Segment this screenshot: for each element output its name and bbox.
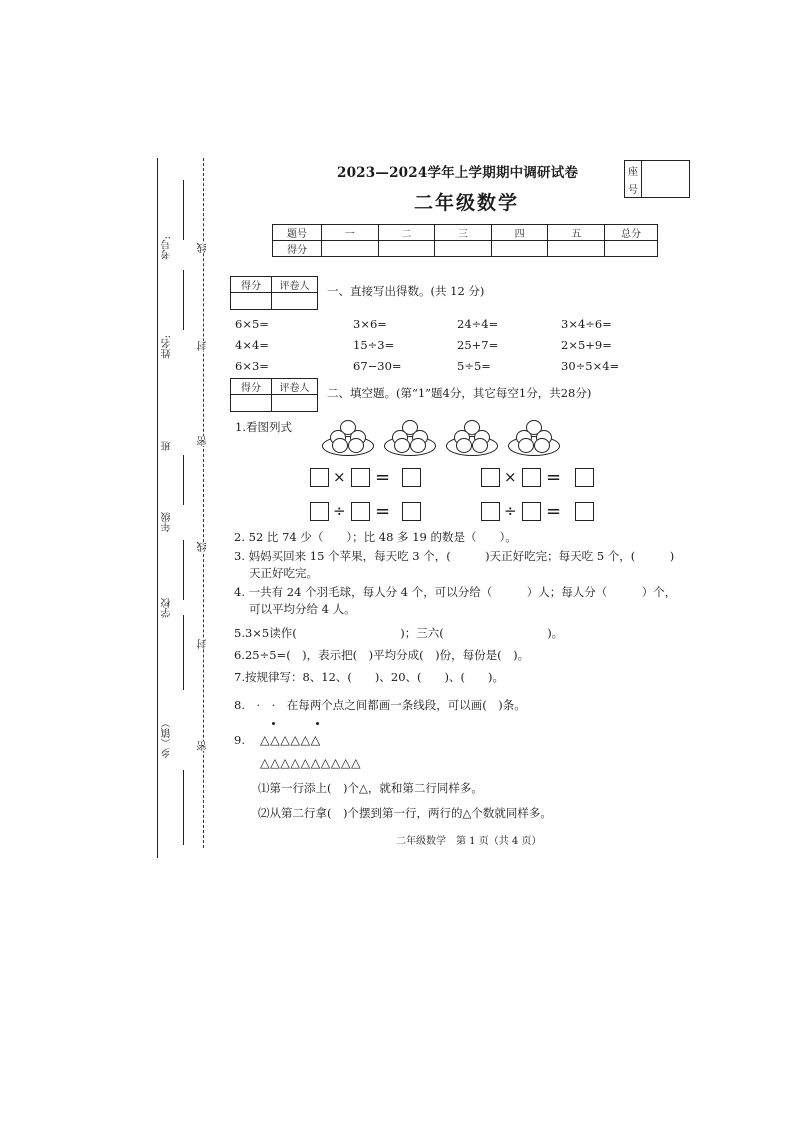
grader-name-label: 评卷人 <box>272 277 318 293</box>
grader-box-2 <box>230 378 318 412</box>
score-header-1: 一 <box>322 225 379 241</box>
answer-box[interactable] <box>522 502 541 521</box>
exam-title: 2023—2024学年上学期期中调研试卷 <box>337 165 579 181</box>
binding-outer-line <box>157 158 158 858</box>
q8-dot <box>316 722 319 725</box>
answer-box[interactable] <box>351 502 370 521</box>
calc-item: 2×5+9= <box>561 338 612 352</box>
nianji-label: 年级 <box>162 512 173 532</box>
score-header-2: 二 <box>378 225 435 241</box>
q4-text-line2: 可以平均分给 4 人。 <box>249 602 356 616</box>
equals-sign: = <box>546 467 562 488</box>
q9-label: 9. <box>234 733 245 747</box>
score-cell-3[interactable] <box>435 241 492 257</box>
q9-triangles-row2: △△△△△△△△△△ <box>260 755 362 770</box>
seal-mark-mi-2: 密 <box>198 741 209 751</box>
apple-icon <box>410 438 426 453</box>
exam-subject: 二年级数学 <box>414 192 520 214</box>
calc-item: 15÷3= <box>353 338 395 352</box>
grader-name-cell[interactable] <box>272 395 318 412</box>
apple-icon <box>332 438 348 453</box>
xuexiao-fill-line <box>183 615 184 690</box>
answer-box[interactable] <box>310 502 329 521</box>
apple-plates-picture <box>322 418 582 458</box>
answer-box[interactable] <box>575 468 594 487</box>
q7-text: 7.按规律写：8、12、( )、20、( )、( )。 <box>234 670 504 684</box>
q9-sub1: ⑴第一行添上( )个△，就和第二行同样多。 <box>258 781 483 795</box>
q3-text-line2: 天正好吃完。 <box>249 566 318 580</box>
q9-triangles-row1: △△△△△△ <box>260 732 321 747</box>
score-summary-table <box>272 224 658 257</box>
seal-mark-xian: 线 <box>198 243 209 253</box>
calc-item: 6×5= <box>235 317 269 331</box>
q9-sub2: ⑵从第二行拿( )个摆到第一行，两行的△个数就同样多。 <box>258 806 552 820</box>
calc-item: 6×3= <box>235 359 269 373</box>
q4-text-line1: 4. 一共有 24 个羽毛球，每人分 4 个，可以分给（ ）人；每人分（ ）个， <box>234 585 677 599</box>
kaohao-fill-line <box>183 180 184 240</box>
answer-box[interactable] <box>351 468 370 487</box>
q6-text: 6.25÷5=( )，表示把( )平均分成( )份，每份是( )。 <box>234 648 530 662</box>
grader-score-label: 得分 <box>231 277 272 293</box>
answer-box[interactable] <box>575 502 594 521</box>
grader-score-cell[interactable] <box>231 293 272 310</box>
seal-mark-feng-2: 封 <box>198 639 209 649</box>
seal-mark-feng: 封 <box>198 341 209 351</box>
multiply-sign: × <box>333 468 346 486</box>
score-cell-2[interactable] <box>378 241 435 257</box>
apple-icon <box>348 438 364 453</box>
score-header-tihao: 题号 <box>273 225 322 241</box>
multiply-sign: × <box>504 468 517 486</box>
seat-number-box[interactable] <box>624 160 690 198</box>
q3-text-line1: 3. 妈妈买回来 15 个苹果，每天吃 3 个，( )天正好吃完；每天吃 5 个，( ) <box>234 549 675 563</box>
apple-icon <box>518 438 534 453</box>
score-cell-total[interactable] <box>605 241 658 257</box>
q2-text: 2. 52 比 74 少（ ）；比 48 多 19 的数是（ ）。 <box>234 530 517 544</box>
ban-fill-line <box>183 455 184 505</box>
xingming-fill-line <box>183 270 184 330</box>
calc-item: 67−30= <box>353 359 402 373</box>
apple-icon <box>456 438 472 453</box>
section2-heading: 二、填空题。(第“1”题4分，其它每空1分，共28分) <box>327 386 592 400</box>
answer-box[interactable] <box>481 502 500 521</box>
answer-box[interactable] <box>481 468 500 487</box>
calc-item: 5÷5= <box>457 359 491 373</box>
answer-box[interactable] <box>310 468 329 487</box>
score-cell-4[interactable] <box>491 241 548 257</box>
answer-box[interactable] <box>402 468 421 487</box>
divide-sign: ÷ <box>504 502 517 520</box>
grader-name-label: 评卷人 <box>272 379 318 395</box>
score-header-4: 四 <box>491 225 548 241</box>
grader-score-label: 得分 <box>231 379 272 395</box>
seat-number-label: 座 号 <box>625 161 642 197</box>
apple-icon <box>394 438 410 453</box>
equals-sign: = <box>375 501 391 522</box>
answer-box[interactable] <box>402 502 421 521</box>
kaohao-label: 考号: <box>162 236 173 260</box>
equals-sign: = <box>375 467 391 488</box>
score-cell-1[interactable] <box>322 241 379 257</box>
apple-icon <box>534 438 550 453</box>
q8-text: 8. · · 在每两个点之间都画一条线段，可以画( )条。 <box>234 698 526 712</box>
seal-mark-xian-2: 线 <box>198 542 209 552</box>
calc-item: 3×4÷6= <box>561 317 612 331</box>
xiang-label: 乡（镇） <box>162 718 173 758</box>
divide-sign: ÷ <box>333 502 346 520</box>
score-header-5: 五 <box>548 225 605 241</box>
score-header-3: 三 <box>435 225 492 241</box>
xuexiao-label: 学校 <box>162 598 173 618</box>
grader-box-1 <box>230 276 318 310</box>
q1-text: 1.看图列式 <box>235 420 292 434</box>
xiang-fill-line <box>183 770 184 845</box>
answer-box[interactable] <box>522 468 541 487</box>
score-row-label: 得分 <box>273 241 322 257</box>
seal-mark-mi: 密 <box>198 436 209 446</box>
page-footer: 二年级数学 第 1 页（共 4 页） <box>396 836 542 847</box>
q8-dot <box>272 722 275 725</box>
equals-sign: = <box>546 501 562 522</box>
q5-text: 5.3×5读作( )；三六( )。 <box>234 626 564 640</box>
calc-item: 3×6= <box>353 317 387 331</box>
calc-item: 30÷5×4= <box>561 359 620 373</box>
apple-icon <box>472 438 488 453</box>
score-header-total: 总分 <box>605 225 658 241</box>
section1-heading: 一、直接写出得数。(共 12 分) <box>327 284 485 298</box>
score-cell-5[interactable] <box>548 241 605 257</box>
xingming-label: 姓名: <box>162 335 173 359</box>
calc-item: 25+7= <box>457 338 499 352</box>
grader-name-cell[interactable] <box>272 293 318 310</box>
grader-score-cell[interactable] <box>231 395 272 412</box>
calc-item: 24÷4= <box>457 317 499 331</box>
calc-item: 4×4= <box>235 338 269 352</box>
nianji-fill-line <box>183 540 184 600</box>
ban-label: 班 <box>162 441 173 451</box>
